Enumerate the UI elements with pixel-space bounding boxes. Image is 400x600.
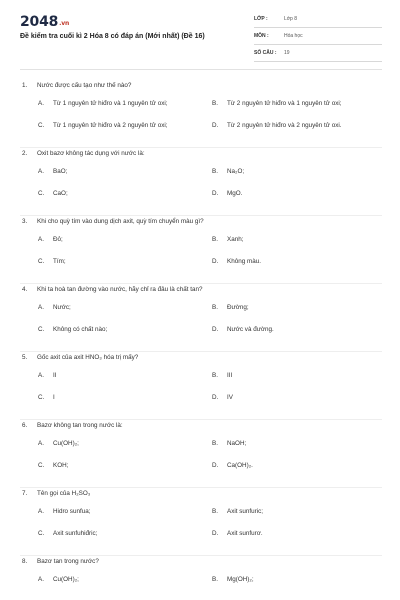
option-letter: A. — [38, 508, 44, 515]
option-a[interactable] — [38, 372, 57, 379]
option-letter: D. — [212, 530, 219, 537]
option-letter: A. — [38, 236, 44, 243]
option-letter: B. — [212, 100, 218, 107]
option-c[interactable] — [38, 326, 107, 333]
option-b[interactable] — [212, 440, 246, 447]
meta-row-class — [254, 14, 382, 28]
question — [0, 216, 400, 284]
option-a[interactable] — [38, 236, 63, 243]
option-letter: D. — [212, 326, 219, 333]
option-letter: D. — [212, 190, 219, 197]
option-letter: C. — [38, 394, 45, 401]
question-stem — [22, 490, 90, 497]
question-text: Bazơ không tan trong nước là: — [37, 422, 123, 429]
option-letter: D. — [212, 122, 219, 129]
meta-label: MÔN : — [254, 33, 269, 39]
option-c[interactable] — [38, 462, 68, 469]
option-d[interactable] — [212, 190, 242, 197]
question — [0, 352, 400, 420]
option-d[interactable] — [212, 258, 261, 265]
question — [0, 488, 400, 556]
option-b[interactable] — [212, 576, 254, 583]
option-text: Ca(OH)₂. — [227, 462, 253, 469]
question-number: 4. — [22, 286, 28, 293]
option-c[interactable] — [38, 394, 55, 401]
question-number: 7. — [22, 490, 28, 497]
option-text: III — [227, 372, 233, 379]
option-b[interactable] — [212, 168, 244, 175]
option-a[interactable] — [38, 100, 168, 107]
question-number: 5. — [22, 354, 28, 361]
option-c[interactable] — [38, 258, 66, 265]
option-b[interactable] — [212, 372, 232, 379]
option-letter: C. — [38, 190, 45, 197]
option-text: I — [53, 394, 55, 401]
option-text: Nước và đường. — [227, 326, 274, 333]
option-letter: C. — [38, 122, 45, 129]
option-text: KOH; — [53, 462, 69, 469]
question — [0, 148, 400, 216]
meta-label: SỐ CÂU : — [254, 50, 277, 56]
option-text: Axit sunfurơ. — [227, 530, 263, 537]
option-b[interactable] — [212, 100, 342, 107]
option-text: Đường; — [227, 304, 249, 311]
option-c[interactable] — [38, 190, 68, 197]
option-letter: A. — [38, 576, 44, 583]
meta-row-count — [254, 48, 382, 62]
option-text: NaOH; — [227, 440, 247, 447]
question-text: Tên gọi của H₂SO₃ — [37, 490, 91, 497]
option-text: Hidro sunfua; — [53, 508, 91, 515]
option-letter: D. — [212, 462, 219, 469]
option-text: Cu(OH)₂; — [53, 576, 79, 583]
meta-value: 19 — [284, 50, 290, 56]
option-text: Na₂O; — [227, 168, 245, 175]
question-stem — [22, 354, 138, 361]
option-text: CaO; — [53, 190, 68, 197]
question-text: Gốc axit của axit HNO₃ hóa trị mấy? — [37, 354, 139, 361]
logo-text: 2048 — [20, 14, 59, 30]
option-a[interactable] — [38, 576, 79, 583]
question-stem — [22, 286, 202, 293]
question-number: 3. — [22, 218, 28, 225]
question-text: Bazơ tan trong nước? — [37, 558, 99, 565]
question — [0, 420, 400, 488]
option-letter: C. — [38, 462, 45, 469]
option-letter: A. — [38, 100, 44, 107]
option-letter: A. — [38, 168, 44, 175]
meta-info — [254, 14, 382, 65]
option-d[interactable] — [212, 462, 253, 469]
option-text: Nước; — [53, 304, 71, 311]
question-stem — [22, 558, 99, 565]
question-number: 1. — [22, 82, 28, 89]
question-text: Oxit bazơ không tác dụng với nước là: — [37, 150, 145, 157]
site-logo[interactable] — [20, 14, 69, 30]
option-d[interactable] — [212, 394, 233, 401]
header — [0, 0, 400, 78]
option-letter: B. — [212, 236, 218, 243]
option-a[interactable] — [38, 168, 67, 175]
option-text: Từ 1 nguyên tử hiđro và 1 nguyên tử oxi; — [53, 100, 168, 107]
option-letter: B. — [212, 304, 218, 311]
option-text: Cu(OH)₂; — [53, 440, 79, 447]
meta-value: Hóa học — [284, 33, 303, 39]
option-letter: B. — [212, 440, 218, 447]
option-c[interactable] — [38, 530, 97, 537]
option-b[interactable] — [212, 508, 263, 515]
option-text: Không màu. — [227, 258, 261, 265]
option-b[interactable] — [212, 304, 249, 311]
option-text: Xanh; — [227, 236, 244, 243]
option-letter: B. — [212, 372, 218, 379]
question-text: Nước được cấu tạo như thế nào? — [37, 82, 132, 89]
option-letter: A. — [38, 440, 44, 447]
option-letter: A. — [38, 372, 44, 379]
option-text: Từ 2 nguyên tử hiđro và 2 nguyên tử oxi. — [227, 122, 342, 129]
option-d[interactable] — [212, 122, 342, 129]
question-text: Khi ta hoà tan đường vào nước, hãy chỉ ra đâu là chất tan? — [37, 286, 203, 293]
question-stem — [22, 150, 145, 157]
option-d[interactable] — [212, 326, 274, 333]
option-letter: C. — [38, 258, 45, 265]
option-a[interactable] — [38, 508, 90, 515]
option-letter: B. — [212, 508, 218, 515]
option-letter: B. — [212, 168, 218, 175]
option-c[interactable] — [38, 122, 168, 129]
option-text: II — [53, 372, 57, 379]
option-letter: B. — [212, 576, 218, 583]
question-text: Khi cho quỳ tím vào dung dịch axit, quỳ tím chuyển màu gì? — [37, 218, 204, 225]
question-stem — [22, 422, 123, 429]
logo-suffix: .vn — [59, 20, 70, 27]
question-number: 8. — [22, 558, 28, 565]
page-title: Đề kiểm tra cuối kì 2 Hóa 8 có đáp án (Mới nhất) (Đề 16) — [20, 33, 205, 40]
option-letter: D. — [212, 394, 219, 401]
option-text: Axit sunfuric; — [227, 508, 264, 515]
option-text: BaO; — [53, 168, 68, 175]
option-text: MgO. — [227, 190, 243, 197]
option-a[interactable] — [38, 440, 79, 447]
question — [0, 80, 400, 148]
option-d[interactable] — [212, 530, 263, 537]
option-letter: C. — [38, 530, 45, 537]
question — [0, 284, 400, 352]
option-letter: C. — [38, 326, 45, 333]
option-letter: A. — [38, 304, 44, 311]
question-stem — [22, 218, 204, 225]
option-text: Axit sunfuhiđric; — [53, 530, 98, 537]
option-text: Mg(OH)₂; — [227, 576, 254, 583]
question-list — [0, 80, 400, 600]
option-text: Tím; — [53, 258, 66, 265]
meta-value: Lớp 8 — [284, 16, 298, 22]
meta-label: LỚP : — [254, 16, 268, 22]
option-text: Không có chất nào; — [53, 326, 108, 333]
option-text: Từ 1 nguyên tử hiđro và 2 nguyên tử oxi; — [53, 122, 168, 129]
option-text: Đỏ; — [53, 236, 63, 243]
option-text: IV — [227, 394, 233, 401]
meta-row-subject — [254, 31, 382, 45]
question-stem — [22, 82, 131, 89]
option-a[interactable] — [38, 304, 71, 311]
option-letter: D. — [212, 258, 219, 265]
option-b[interactable] — [212, 236, 243, 243]
question-number: 2. — [22, 150, 28, 157]
question-number: 6. — [22, 422, 28, 429]
option-text: Từ 2 nguyên tử hiđro và 1 nguyên tử oxi; — [227, 100, 342, 107]
question — [0, 556, 400, 600]
header-divider — [20, 69, 382, 70]
